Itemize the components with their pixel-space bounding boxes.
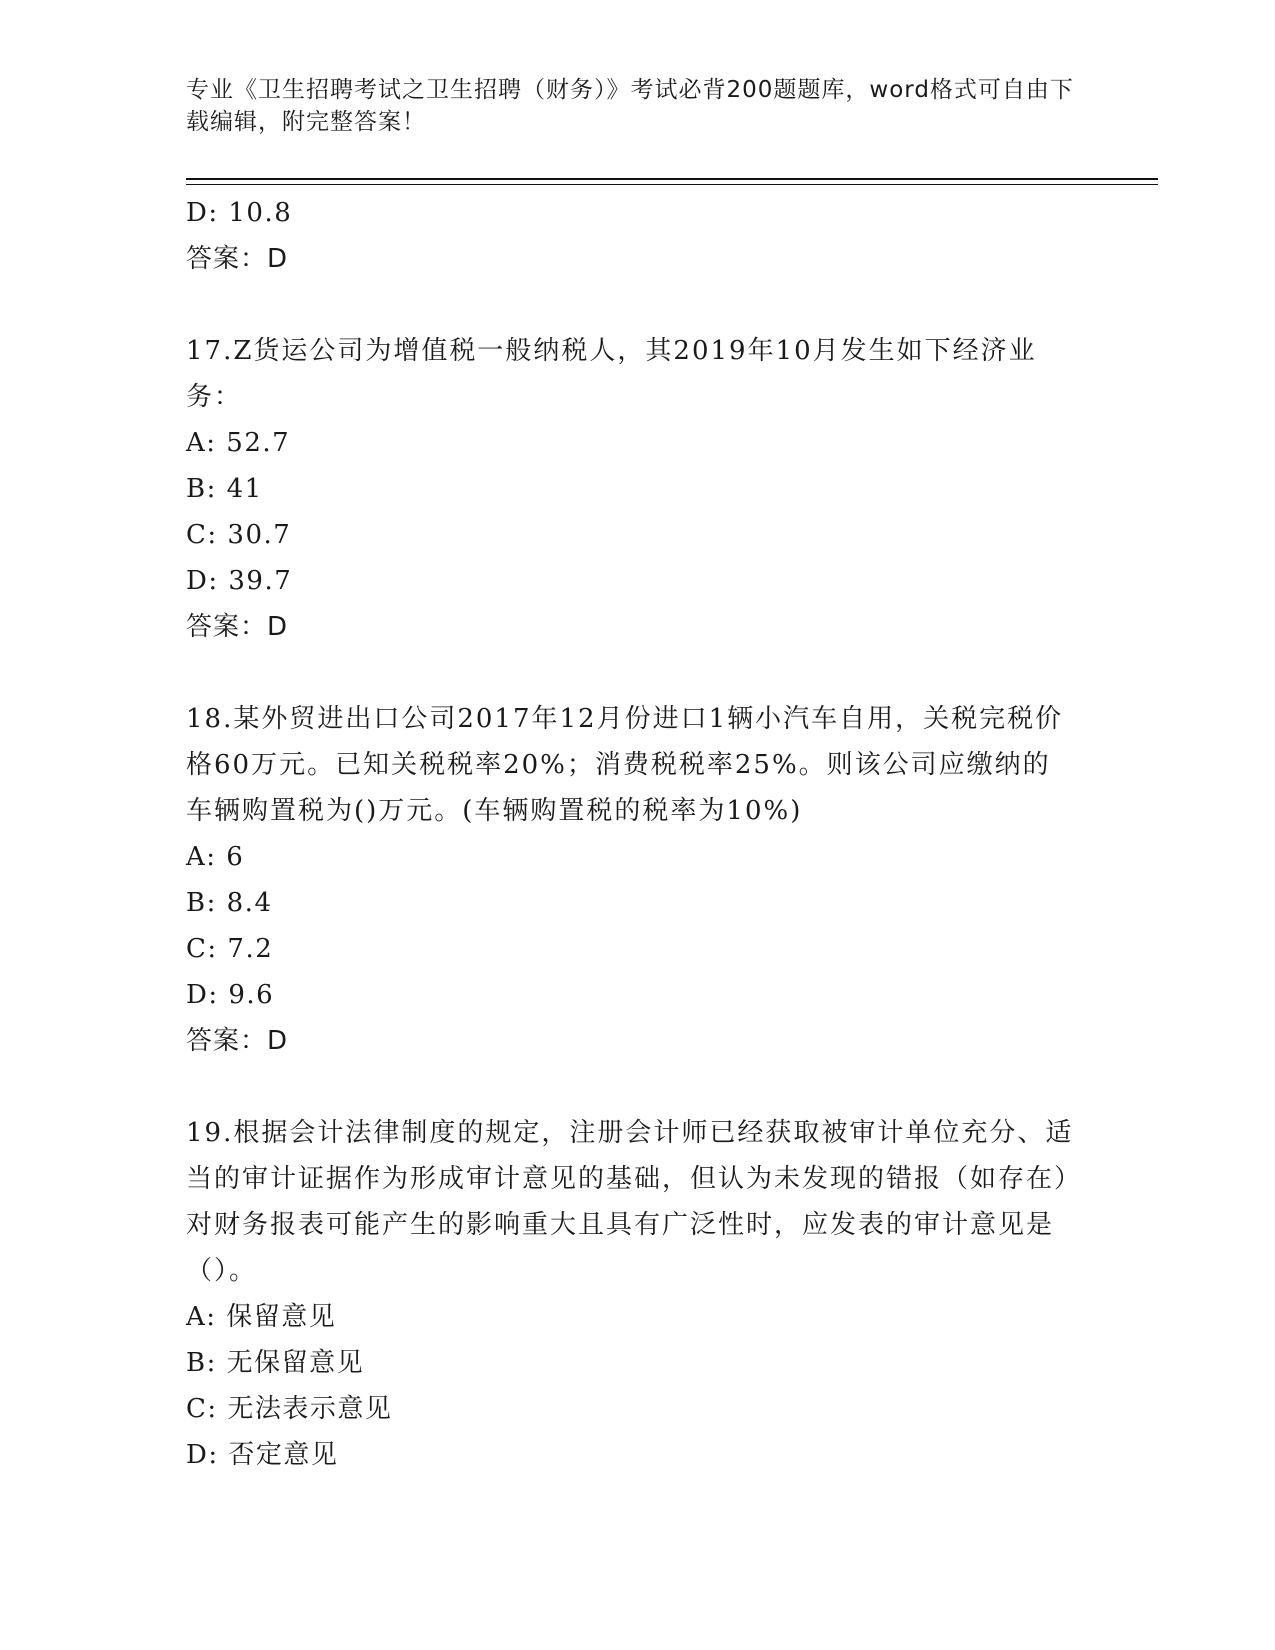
question-stem: 19.根据会计法律制度的规定，注册会计师已经获取被审计单位充分、适当的审计证据作为形成审计意见的基础，但认为未发现的错报（如存在）对财务报表可能产生的影响重大且具有广泛性时，应发表的审计意见是（）。 <box>186 1118 1074 1286</box>
option-b: B: 41 <box>186 474 263 504</box>
option-d: D: 否定意见 <box>186 1440 339 1470</box>
question-stem: 17.Z货运公司为增值税一般纳税人，其2019年10月发生如下经济业务： <box>186 336 1037 412</box>
header-divider-thick <box>186 178 1158 180</box>
option-c: C: 7.2 <box>186 934 274 964</box>
option-a: A: 保留意见 <box>186 1302 337 1332</box>
header-divider-thin <box>186 184 1158 185</box>
question-19 <box>186 1110 1086 1478</box>
document-body <box>186 190 1086 1478</box>
option-d: D: 39.7 <box>186 566 293 596</box>
question-stem: 18.某外贸进出口公司2017年12月份进口1辆小汽车自用，关税完税价格60万元。已知关税税率20%；消费税税率25%。则该公司应缴纳的车辆购置税为()万元。(车辆购置税的税率为10%) <box>186 704 1064 826</box>
answer: 答案：D <box>186 1026 289 1056</box>
option-d: D: 10.8 <box>186 198 293 228</box>
answer: 答案：D <box>186 612 289 642</box>
option-b: B: 无保留意见 <box>186 1348 365 1378</box>
option-b: B: 8.4 <box>186 888 273 918</box>
question-17 <box>186 328 1086 650</box>
question-16-tail <box>186 190 1086 282</box>
option-c: C: 无法表示意见 <box>186 1394 393 1424</box>
document-header: 专业《卫生招聘考试之卫生招聘（财务）》考试必背200题题库，word格式可自由下载编辑，附完整答案！ <box>186 77 1074 135</box>
option-c: C: 30.7 <box>186 520 292 550</box>
answer: 答案：D <box>186 244 289 274</box>
option-a: A: 52.7 <box>186 428 291 458</box>
option-a: A: 6 <box>186 842 245 872</box>
option-d: D: 9.6 <box>186 980 275 1010</box>
question-18 <box>186 696 1086 1064</box>
